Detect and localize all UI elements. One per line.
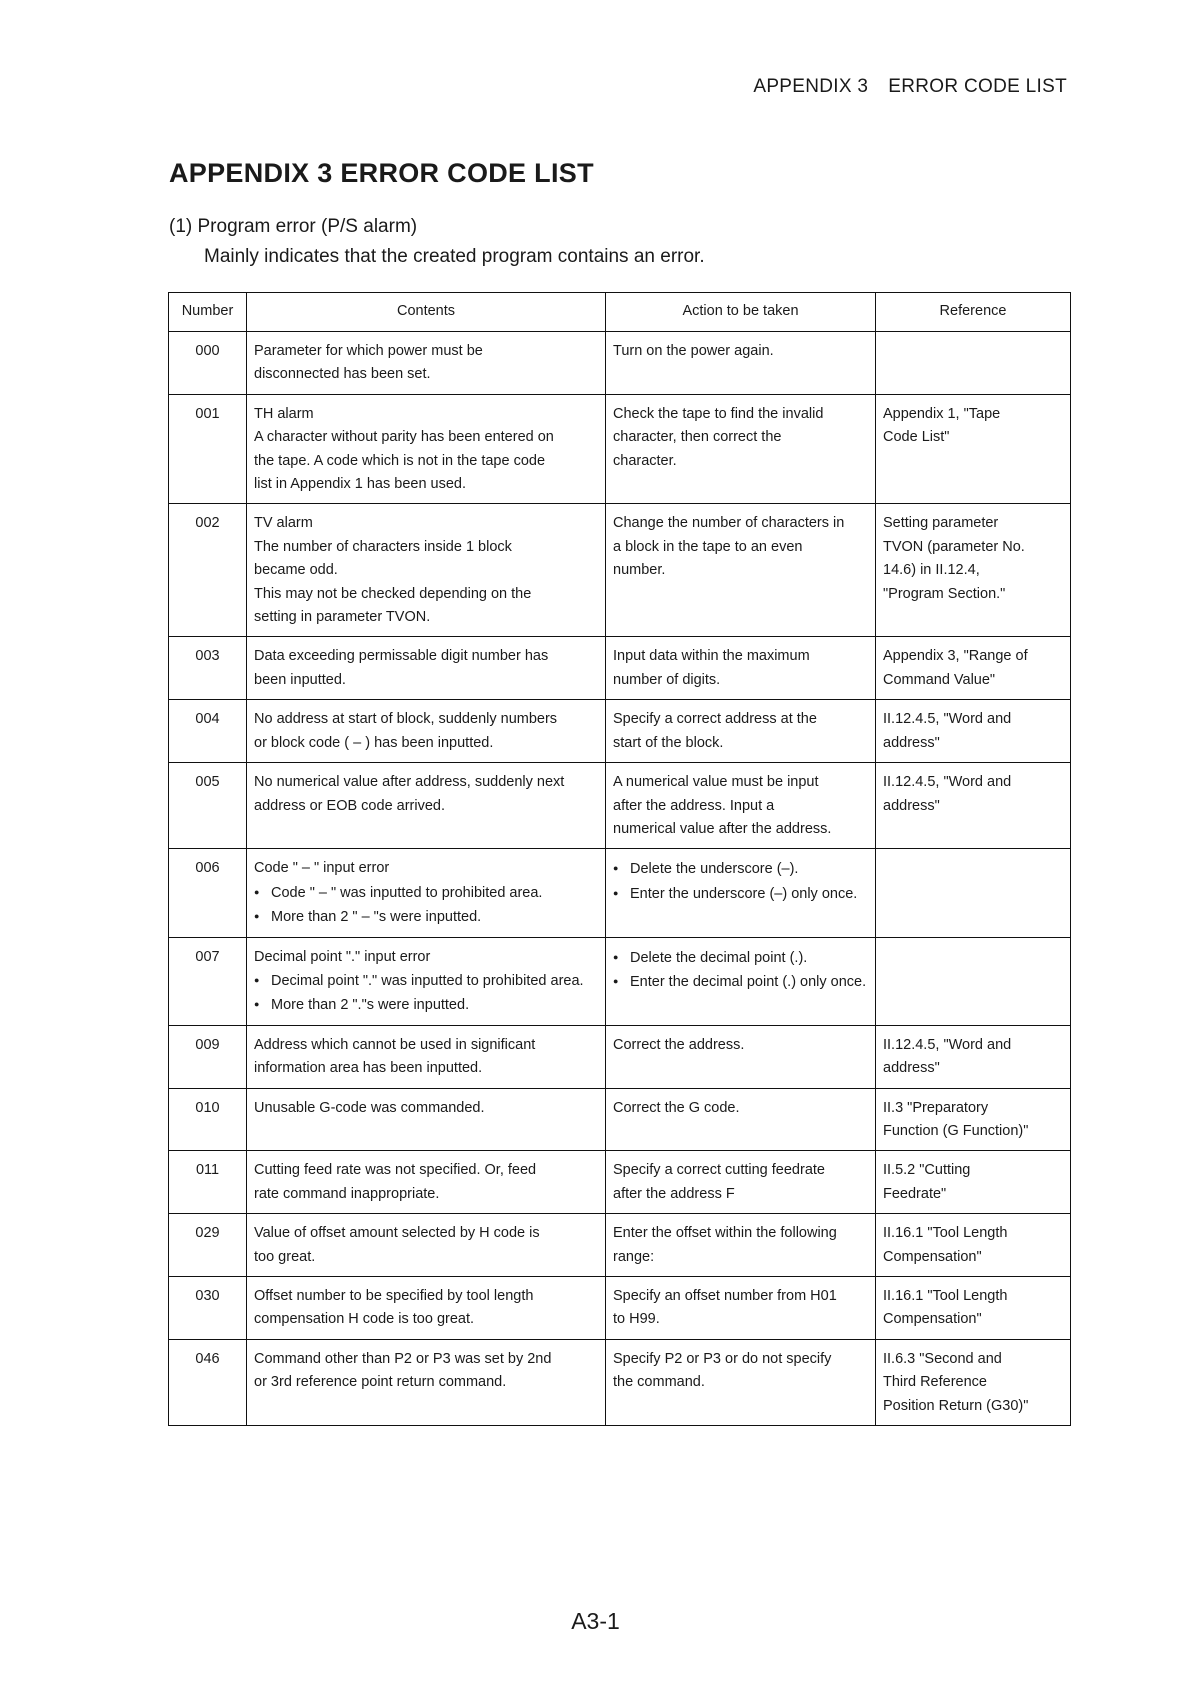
text-line: disconnected has been set. xyxy=(254,366,431,383)
table-row xyxy=(169,700,1071,763)
text-line: or block code ( – ) has been inputted. xyxy=(254,734,494,751)
table-row xyxy=(169,332,1071,395)
text-line: Input data within the maximum xyxy=(613,648,810,665)
cell-reference xyxy=(876,763,1071,849)
cell-action xyxy=(606,1088,876,1151)
text-line: II.12.4.5, "Word and xyxy=(883,774,1012,791)
text-line: Code " – " input error xyxy=(254,860,390,877)
text-line: Code List" xyxy=(883,429,950,446)
cell-number: 030 xyxy=(169,1277,247,1340)
column-header-contents: Contents xyxy=(247,293,606,332)
table-row xyxy=(169,1151,1071,1214)
running-header xyxy=(753,76,1067,98)
section-description: Mainly indicates that the created program contains an error. xyxy=(204,246,705,267)
cell-reference xyxy=(876,637,1071,700)
text-line: compensation H code is too great. xyxy=(254,1311,475,1328)
text-line: Function (G Function)" xyxy=(883,1122,1029,1139)
cell-contents xyxy=(247,1151,606,1214)
text-line: II.16.1 "Tool Length xyxy=(883,1288,1008,1304)
cell-contents xyxy=(247,1339,606,1425)
text-line: Compensation" xyxy=(883,1311,982,1328)
cell-reference xyxy=(876,1339,1071,1425)
cell-contents xyxy=(247,1214,606,1277)
text-line: the tape. A code which is not in the tape code xyxy=(254,452,546,469)
text-line: Data exceeding permissable digit number has xyxy=(254,648,549,665)
bullet-line: ● Delete the decimal point (.). xyxy=(613,946,868,970)
text-line: Specify a correct address at the xyxy=(613,711,817,728)
table-row xyxy=(169,1339,1071,1425)
cell-reference xyxy=(876,849,1071,937)
cell-contents xyxy=(247,763,606,849)
cell-action xyxy=(606,937,876,1025)
text-line: II.6.3 "Second and xyxy=(883,1350,1002,1367)
section-heading: (1) Program error (P/S alarm) xyxy=(169,216,418,237)
text-line: Offset number to be specified by tool length xyxy=(254,1288,534,1304)
text-line: Cutting feed rate was not specified. Or, feed xyxy=(254,1162,537,1179)
text-line: Specify an offset number from H01 xyxy=(613,1288,837,1304)
text-line: address" xyxy=(883,1060,940,1077)
text-line: Compensation" xyxy=(883,1248,982,1265)
cell-contents xyxy=(247,700,606,763)
table-row xyxy=(169,849,1071,937)
table-row xyxy=(169,394,1071,504)
text-line: II.3 "Preparatory xyxy=(883,1099,989,1116)
text-line: Setting parameter xyxy=(883,515,999,532)
text-line: II.12.4.5, "Word and xyxy=(883,711,1012,728)
table-row xyxy=(169,1088,1071,1151)
text-line: the command. xyxy=(613,1374,705,1391)
cell-contents xyxy=(247,937,606,1025)
cell-number: 002 xyxy=(169,504,247,637)
text-line: Command Value" xyxy=(883,671,996,688)
bullet-line: ● Enter the decimal point (.) only once. xyxy=(613,970,868,994)
cell-number: 003 xyxy=(169,637,247,700)
cell-contents xyxy=(247,1277,606,1340)
cell-number: 001 xyxy=(169,394,247,504)
text-line: Correct the G code. xyxy=(613,1099,740,1116)
bullet-line: ● Decimal point "." was inputted to prohibited area. xyxy=(254,969,598,993)
cell-reference xyxy=(876,394,1071,504)
text-line: numerical value after the address. xyxy=(613,820,832,837)
table-row xyxy=(169,937,1071,1025)
table-row xyxy=(169,637,1071,700)
page-number: A3-1 xyxy=(571,1608,620,1634)
error-code-table xyxy=(168,292,1071,1426)
text-line: became odd. xyxy=(254,562,338,579)
cell-reference xyxy=(876,1277,1071,1340)
text-line: "Program Section." xyxy=(883,585,1006,602)
cell-reference xyxy=(876,1088,1071,1151)
text-line: character. xyxy=(613,452,677,469)
text-line: Appendix 1, "Tape xyxy=(883,405,1001,422)
text-line: Correct the address. xyxy=(613,1036,745,1053)
cell-number: 011 xyxy=(169,1151,247,1214)
cell-contents xyxy=(247,849,606,937)
table-row xyxy=(169,763,1071,849)
cell-number: 046 xyxy=(169,1339,247,1425)
text-line: II.5.2 "Cutting xyxy=(883,1162,971,1179)
text-line: TV alarm xyxy=(254,515,313,532)
cell-contents xyxy=(247,1088,606,1151)
cell-action xyxy=(606,637,876,700)
text-line: A character without parity has been entered on xyxy=(254,429,554,446)
cell-action xyxy=(606,1277,876,1340)
cell-reference xyxy=(876,1214,1071,1277)
text-line: or 3rd reference point return command. xyxy=(254,1374,507,1391)
text-line: rate command inappropriate. xyxy=(254,1185,440,1202)
table-row xyxy=(169,1214,1071,1277)
cell-reference xyxy=(876,1025,1071,1088)
cell-action xyxy=(606,1339,876,1425)
cell-action xyxy=(606,849,876,937)
text-line: been inputted. xyxy=(254,671,346,688)
text-line: Specify a correct cutting feedrate xyxy=(613,1162,825,1179)
bullet-line: ● Code " – " was inputted to prohibited area. xyxy=(254,881,598,905)
text-line: No address at start of block, suddenly numbers xyxy=(254,711,558,728)
cell-number: 005 xyxy=(169,763,247,849)
text-line: Address which cannot be used in significant xyxy=(254,1036,536,1053)
cell-reference xyxy=(876,700,1071,763)
text-line: Enter the offset within the following xyxy=(613,1225,837,1242)
text-line: Unusable G-code was commanded. xyxy=(254,1099,485,1116)
text-line: to H99. xyxy=(613,1311,660,1328)
cell-action xyxy=(606,1151,876,1214)
text-line: This may not be checked depending on the xyxy=(254,585,532,602)
text-line: II.16.1 "Tool Length xyxy=(883,1225,1008,1242)
column-header-number: Number xyxy=(169,293,247,332)
text-line: Third Reference xyxy=(883,1374,987,1391)
column-header-reference: Reference xyxy=(876,293,1071,332)
page-title: APPENDIX 3 ERROR CODE LIST xyxy=(169,158,594,188)
cell-contents xyxy=(247,1025,606,1088)
cell-number: 029 xyxy=(169,1214,247,1277)
cell-contents xyxy=(247,637,606,700)
text-line: Parameter for which power must be xyxy=(254,343,483,359)
cell-contents xyxy=(247,504,606,637)
cell-number: 009 xyxy=(169,1025,247,1088)
text-line: start of the block. xyxy=(613,734,724,751)
cell-action xyxy=(606,1025,876,1088)
cell-number: 007 xyxy=(169,937,247,1025)
cell-reference xyxy=(876,332,1071,395)
bullet-line: ● More than 2 "."s were inputted. xyxy=(254,993,598,1017)
text-line: Position Return (G30)" xyxy=(883,1397,1029,1414)
bullet-line: ● Enter the underscore (–) only once. xyxy=(613,882,868,906)
cell-action xyxy=(606,763,876,849)
cell-action xyxy=(606,700,876,763)
cell-contents xyxy=(247,332,606,395)
text-line: A numerical value must be input xyxy=(613,774,819,791)
text-line: TVON (parameter No. xyxy=(883,538,1025,555)
cell-action xyxy=(606,394,876,504)
text-line: too great. xyxy=(254,1248,316,1265)
text-line: setting in parameter TVON. xyxy=(254,609,431,626)
text-line: number. xyxy=(613,562,666,579)
cell-number: 006 xyxy=(169,849,247,937)
table-row xyxy=(169,504,1071,637)
cell-reference xyxy=(876,1151,1071,1214)
text-line: Check the tape to find the invalid xyxy=(613,405,824,422)
text-line: Value of offset amount selected by H code is xyxy=(254,1225,540,1242)
table-body xyxy=(169,332,1071,1426)
text-line: The number of characters inside 1 block xyxy=(254,538,512,555)
text-line: address" xyxy=(883,797,940,814)
cell-number: 000 xyxy=(169,332,247,395)
table-header-row xyxy=(169,293,1071,332)
text-line: a block in the tape to an even xyxy=(613,538,803,555)
cell-number: 010 xyxy=(169,1088,247,1151)
text-line: after the address F xyxy=(613,1185,735,1202)
text-line: No numerical value after address, suddenly next xyxy=(254,774,565,791)
cell-action xyxy=(606,504,876,637)
text-line: Command other than P2 or P3 was set by 2nd xyxy=(254,1350,552,1367)
cell-number: 004 xyxy=(169,700,247,763)
table-row xyxy=(169,1277,1071,1340)
text-line: after the address. Input a xyxy=(613,797,775,814)
text-line: Specify P2 or P3 or do not specify xyxy=(613,1350,832,1367)
cell-action xyxy=(606,1214,876,1277)
text-line: Feedrate" xyxy=(883,1185,947,1202)
text-line: Change the number of characters in xyxy=(613,515,845,532)
bullet-line: ● More than 2 " – "s were inputted. xyxy=(254,905,598,929)
text-line: character, then correct the xyxy=(613,429,782,446)
cell-action xyxy=(606,332,876,395)
text-line: 14.6) in II.12.4, xyxy=(883,562,980,579)
column-header-action: Action to be taken xyxy=(606,293,876,332)
bullet-line: ● Delete the underscore (–). xyxy=(613,857,868,881)
cell-reference xyxy=(876,504,1071,637)
text-line: number of digits. xyxy=(613,671,721,688)
text-line: address" xyxy=(883,734,940,751)
running-header-title: ERROR CODE LIST xyxy=(888,76,1067,97)
text-line: Decimal point "." input error xyxy=(254,948,431,965)
text-line: II.12.4.5, "Word and xyxy=(883,1036,1012,1053)
text-line: Turn on the power again. xyxy=(613,343,774,359)
text-line: list in Appendix 1 has been used. xyxy=(254,476,467,493)
cell-contents xyxy=(247,394,606,504)
text-line: range: xyxy=(613,1248,655,1265)
cell-reference xyxy=(876,937,1071,1025)
text-line: TH alarm xyxy=(254,405,314,422)
table-row xyxy=(169,1025,1071,1088)
running-header-appendix: APPENDIX 3 xyxy=(753,76,869,97)
text-line: Appendix 3, "Range of xyxy=(883,648,1028,665)
text-line: address or EOB code arrived. xyxy=(254,797,446,814)
text-line: information area has been inputted. xyxy=(254,1060,483,1077)
